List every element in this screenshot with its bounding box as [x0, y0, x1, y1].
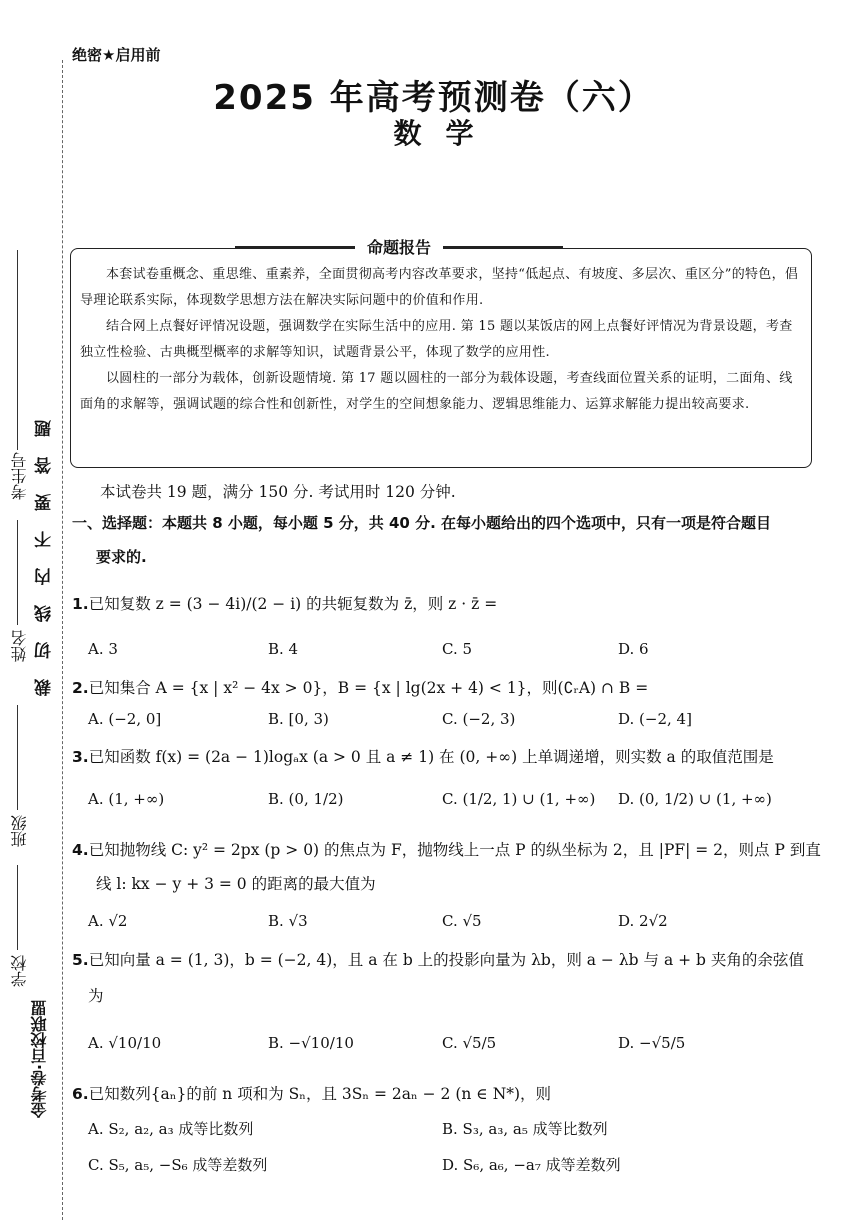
question-1 — [72, 592, 497, 614]
option-a[interactable]: A. √2 — [88, 912, 128, 930]
option-b[interactable]: B. √3 — [268, 912, 308, 930]
question-text: 已知复数 z = (3 − 4i)/(2 − i) 的共轭复数为 z̄，则 z · z̄ = — [88, 595, 498, 613]
question-5-cont: 为 — [88, 987, 104, 1005]
seal-warning-text: 裁切线内不要答题 — [35, 400, 55, 696]
question-text: 已知集合 A = {x | x² − 4x > 0}，B = {x | lg(2x + 4) < 1}，则(∁ᵣA) ∩ B = — [88, 679, 649, 697]
option-c[interactable]: C. 5 — [442, 640, 473, 658]
question-text: 已知数列{aₙ}的前 n 项和为 Sₙ，且 3Sₙ = 2aₙ − 2 (n ∈ N*)，则 — [88, 1085, 552, 1103]
secret-label: 绝密★启用前 — [72, 46, 161, 64]
class-blank[interactable] — [17, 705, 18, 810]
exam-title: 2025 年高考预测卷（六） — [213, 78, 654, 118]
option-a[interactable]: A. S₂, a₂, a₃ 成等比数列 — [88, 1120, 254, 1138]
section-heading-cont: 要求的. — [96, 548, 147, 566]
binding-dashed-line — [62, 60, 63, 1220]
option-b[interactable]: B. 4 — [268, 640, 299, 658]
question-number: 2. — [72, 679, 89, 697]
option-d[interactable]: D. S₆, a₆, −a₇ 成等差数列 — [442, 1156, 621, 1174]
question-text: 已知抛物线 C: y² = 2px (p > 0) 的焦点为 F，抛物线上一点 P 的纵坐标为 2，且 |PF| = 2，则点 P 到直 — [88, 841, 821, 859]
question-4 — [72, 838, 821, 860]
option-c[interactable]: C. √5/5 — [442, 1034, 497, 1052]
question-number: 1. — [72, 595, 89, 613]
question-number: 4. — [72, 841, 89, 859]
report-paragraph: 以圆柱的一部分为载体，创新设题情境. 第 17 题以圆柱的一部分为载体设题，考查线面位置关系的证明，二面角、线面角的求解等，强调试题的综合性和创新性，对学生的空间想象能力、逻辑思维能力、运算求解能力提出较高要求. — [80, 371, 793, 412]
question-number: 5. — [72, 951, 89, 969]
question-5 — [72, 948, 804, 970]
question-4-cont: 线 l: kx − y + 3 = 0 的距离的最大值为 — [96, 875, 376, 893]
option-a[interactable]: A. 3 — [88, 640, 118, 658]
option-c[interactable]: C. (1/2, 1) ∪ (1, +∞) — [442, 790, 596, 808]
student-id-blank[interactable] — [17, 250, 18, 450]
question-text: 已知向量 a = (1, 3)，b = (−2, 4)，且 a 在 b 上的投影向量为 λb，则 a − λb 与 a + b 夹角的余弦值 — [88, 951, 804, 969]
name-blank[interactable] — [17, 520, 18, 625]
option-a[interactable]: A. (−2, 0] — [88, 710, 162, 728]
school-blank[interactable] — [17, 865, 18, 950]
section-heading: 一、选择题：本题共 8 小题，每小题 5 分，共 40 分. 在每小题给出的四个选项中，只有一项是符合题目 — [72, 514, 772, 532]
option-b[interactable]: B. [0, 3) — [268, 710, 329, 728]
option-b[interactable]: B. −√10/10 — [268, 1034, 354, 1052]
option-b[interactable]: B. (0, 1/2) — [268, 790, 344, 808]
report-text — [80, 262, 805, 418]
report-title: 命题报告 — [355, 235, 443, 258]
question-3 — [72, 745, 774, 767]
option-d[interactable]: D. −√5/5 — [618, 1034, 686, 1052]
option-c[interactable]: C. (−2, 3) — [442, 710, 516, 728]
publisher-label: 金考卷·百校联盟 — [30, 1000, 49, 1119]
question-2 — [72, 676, 648, 698]
report-paragraph: 结合网上点餐好评情况设题，强调数学在实际生活中的应用. 第 15 题以某饭店的网上点餐好评情况为背景设题，考查独立性检验、古典概型概率的求解等知识，试题背景公平，体现了数学的应用性. — [80, 319, 793, 360]
option-b[interactable]: B. S₃, a₃, a₅ 成等比数列 — [442, 1120, 608, 1138]
student-id-label: 考生号 — [10, 452, 29, 500]
option-a[interactable]: A. (1, +∞) — [88, 790, 165, 808]
name-label: 姓名 — [10, 630, 29, 662]
question-number: 3. — [72, 748, 89, 766]
question-number: 6. — [72, 1085, 89, 1103]
report-paragraph: 本套试卷重概念、重思维、重素养，全面贯彻高考内容改革要求，坚持“低起点、有坡度、多层次、重区分”的特色，倡导理论联系实际，体现数学思想方法在解决实际问题中的价值和作用. — [80, 267, 799, 308]
option-c[interactable]: C. S₅, a₅, −S₆ 成等差数列 — [88, 1156, 268, 1174]
school-label: 学校 — [10, 955, 29, 987]
option-d[interactable]: D. (0, 1/2) ∪ (1, +∞) — [618, 790, 772, 808]
exam-intro: 本试卷共 19 题，满分 150 分. 考试用时 120 分钟. — [100, 483, 456, 501]
question-text: 已知函数 f(x) = (2a − 1)logₐx (a > 0 且 a ≠ 1) 在 (0, +∞) 上单调递增，则实数 a 的取值范围是 — [88, 748, 774, 766]
option-d[interactable]: D. 2√2 — [618, 912, 668, 930]
option-d[interactable]: D. 6 — [618, 640, 649, 658]
class-label: 班级 — [10, 815, 29, 847]
option-d[interactable]: D. (−2, 4] — [618, 710, 692, 728]
subject-title: 数学 — [393, 117, 498, 150]
question-6 — [72, 1082, 551, 1104]
option-a[interactable]: A. √10/10 — [88, 1034, 162, 1052]
option-c[interactable]: C. √5 — [442, 912, 482, 930]
